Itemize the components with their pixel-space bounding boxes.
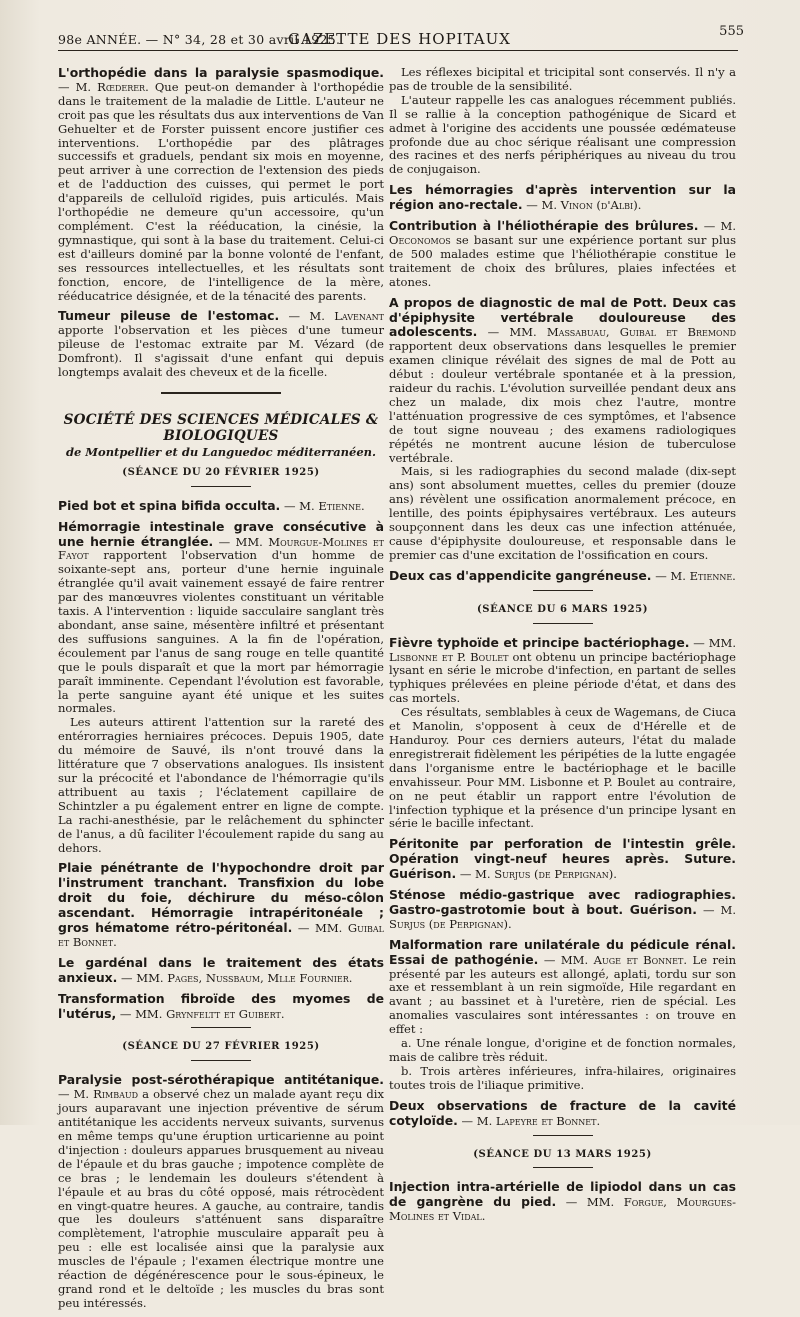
article-paragraph: Ces résultats, semblables à ceux de Wagemans, de Ciuca et Manolin, s'opposent à ceux de d'Hérelle et de Handuroy. Pour ces derniers auteurs, l'état du malade enregistrerait fidèlement les péripéties de la lutte engagée dans l'organisme entre le bactériophage et le bacille envahisseur. Pour MM. Lisbonne et P. Boulet au contraire, on ne peut établir un rapport entre l'évolution de l'infection typhique et la présence d'un principe lysant en série le bacille infectant. bbox=[389, 705, 736, 831]
article-paragraph: b. Trois artères inférieures, infra-hilaires, originaires toutes trois de l'iliaque primitive. bbox=[389, 1063, 736, 1092]
session-date: (SÉANCE DU 6 MARS 1925) bbox=[476, 603, 649, 615]
session-separator bbox=[533, 623, 593, 624]
page-header bbox=[58, 18, 744, 48]
article-author: — M. Etienne. bbox=[655, 568, 736, 583]
article-fracture-cotyloide bbox=[389, 1099, 736, 1129]
article-author: — MM. Guibal et Bonnet. bbox=[58, 921, 384, 949]
article-appendicite bbox=[389, 569, 736, 584]
issue-line: 98e ANNÉE. — N° 34, 28 et 30 avril 1925. bbox=[58, 32, 341, 47]
article-tumeur-pileuse bbox=[58, 309, 384, 380]
session-separator bbox=[533, 590, 593, 591]
article-title: L'orthopédie dans la paralysie spasmodique. bbox=[58, 65, 384, 80]
article-author: — M. Oeconomos bbox=[389, 219, 736, 247]
session-separator bbox=[533, 1135, 593, 1136]
journal-title: GAZETTE DES HOPITAUX bbox=[288, 30, 511, 48]
article-paragraph: a. Une rénale longue, d'origine et de fonction normales, mais de calibre très réduit. bbox=[389, 1036, 736, 1064]
article-author: — M. Etienne. bbox=[283, 498, 365, 513]
article-author: — M. Rimbaud bbox=[58, 1087, 139, 1102]
article-heliotherapie bbox=[389, 219, 736, 290]
article-orthopedie bbox=[58, 66, 384, 303]
article-author: — MM. Lisbonne et P. Boulet bbox=[389, 635, 737, 664]
article-text: ont obtenu un principe bactériophage lysant en série le microbe d'infection, en partant de selles typhiques prélevées en pleine période d'état, et dans des cas mortels. bbox=[389, 649, 736, 706]
article-hemorragie-intestinale bbox=[58, 520, 384, 856]
article-text: rapportent l'observation d'un homme de soixante-sept ans, porteur d'une hernie inguinale étranglée qu'il avait vainement essayé de faire rentrer par des manœuvres violentes constituant un véritable taxis. A l'intervention : liquide sacculaire sanglant très abondant, anse saine, mésentère infiltré et présentant des suffusions sanguines. A la fin de l'opération, écoulement par l'anus de sang rouge en telle quantité que le pouls disparaît et que la mort par hémorragie paraît imminente. Cependant l'évolution est favorable, la perte sanguine ayant été unique et les suites normales. bbox=[58, 548, 385, 716]
article-author: — M. Lavenant bbox=[288, 309, 384, 324]
article-author: — M. Rœderer. bbox=[58, 79, 149, 94]
session-separator bbox=[191, 1060, 251, 1061]
article-mal-de-pott bbox=[389, 296, 736, 563]
article-author: — MM. Pages, Nussbaum, Mlle Fournier. bbox=[121, 970, 353, 985]
article-author: — MM. Massabuau, Guibal et Bremond bbox=[487, 325, 737, 340]
article-title: Paralysie post-sérothérapique antitétanique. bbox=[58, 1072, 384, 1088]
session-date: (SÉANCE DU 13 MARS 1925) bbox=[473, 1148, 652, 1160]
article-title: Le gardénal dans le traitement des états anxieux. bbox=[58, 954, 384, 985]
article-title: Contribution à l'héliothérapie des brûlures. bbox=[389, 218, 699, 234]
article-malformation-renale bbox=[389, 938, 736, 1093]
article-text: Le rein présenté par les auteurs est allongé, aplati, tordu sur son axe et ressemblant à un rein sigmoïde, Hile regardant en avant ; au bassinet et à l'uretère, rien de spécial. Les anomalies vasculaires sont intéressantes : on trouve en effet : bbox=[389, 952, 737, 1037]
article-title: Transformation fibroïde des myomes de l'utérus, bbox=[58, 990, 384, 1021]
article-text: a observé chez un malade ayant reçu dix jours auparavant une injection préventive de sérum antitétanique les accidents nerveux suivants, survenus en même temps qu'une éruption urticarienne au point d'injection : douleurs apparues brusquement au niveau de l'épaule et du bras gauche ; impotence complète de ce bras ; le lendemain les douleurs s'étendent à l'épaule et au bras du côté opposé, mais rétrocèdent en vingt-quatre heures. A gauche, au contraire, tandis que les douleurs s'atténuent sans disparaître complètement, l'atrophie musculaire apparaît peu à peu : elle est localisée ainsi que la paralysie aux muscles de l'épaule ; l'examen électrique montre une réaction de dégénérescence pour le sous-épineux, le grand rond et le deltoïde ; les muscles du bras sont peu intéressés. bbox=[58, 1087, 385, 1310]
article-title: Les hémorragies d'après intervention sur la région ano-rectale. bbox=[389, 182, 736, 213]
article-author: — M. Surjus (de Perpignan). bbox=[389, 902, 736, 931]
society-subheading: de Montpellier et du Languedoc méditerranéen. bbox=[65, 444, 377, 459]
right-column bbox=[389, 66, 736, 1230]
article-title: Fièvre typhoïde et principe bactériophage. bbox=[389, 634, 690, 650]
article-pied-bot bbox=[58, 499, 384, 514]
section-separator bbox=[161, 392, 281, 394]
article-paralysie bbox=[58, 1073, 384, 1310]
article-author: — M. Surjus (de Perpignan). bbox=[459, 867, 617, 882]
article-title: Pied bot et spina bifida occulta. bbox=[58, 497, 281, 513]
header-rule bbox=[58, 50, 738, 51]
article-title: A propos de diagnostic de mal de Pott. Deux cas d'épiphysite vertébrale douloureuse des adolescents. bbox=[389, 294, 736, 340]
article-author: — MM. Forgue, Mourgues-Molines et Vidal. bbox=[389, 1195, 736, 1224]
article-title: Injection intra-artérielle de lipiodol dans un cas de gangrène du pied. bbox=[389, 1179, 736, 1210]
article-stenose bbox=[389, 888, 736, 932]
article-author: — MM. Auge et Bonnet. bbox=[543, 952, 688, 967]
article-paragraph: Les réflexes bicipital et tricipital sont conservés. Il n'y a pas de trouble de la sensibilité. bbox=[389, 65, 736, 93]
article-gardenal bbox=[58, 956, 384, 986]
session-date: (SÉANCE DU 20 FÉVRIER 1925) bbox=[122, 466, 320, 478]
article-paragraph: Mais, si les radiographies du second malade (dix-sept ans) sont absolument muettes, celles du premier (douze ans) révèlent une ossification anormalement précoce, en lentille, des points épiphysaires vertébraux. Les auteurs soupçonnent dans les deux cas une infection atténuée, cause d'épiphysite douloureuse, et responsable dans le premier cas d'une excitation de l'ossification en cours. bbox=[389, 464, 736, 562]
article-title: Deux observations de fracture de la cavité cotyloïde. bbox=[389, 1097, 736, 1128]
article-author: — M. Lapeyre et Bonnet. bbox=[461, 1113, 601, 1128]
article-title: Malformation rare unilatérale du pédicule rénal. Essai de pathogénie. bbox=[389, 936, 736, 967]
article-paragraph: L'auteur rappelle les cas analogues récemment publiés. Il se rallie à la conception pathogénique de Sicard et admet à l'origine des accidents une poussée œdémateuse profonde due au choc sérique réalisant une compression des racines et des nerfs périphériques au niveau du trou de conjugaison. bbox=[389, 92, 736, 177]
article-paragraph: Les auteurs attirent l'attention sur la rareté des entérorragies herniaires précoces. Depuis 1905, date du mémoire de Sauvé, ils n'ont trouvé dans la littérature que 7 observations analogues. Ils insistent sur la précocité et l'abondance de l'hémorragie qu'ils attribuent au taxis ; l'éclatement capillaire de Schintzler a pu également entrer en ligne de compte. La rachi-anesthésie, par le relâchement du sphincter de l'anus, a dû faciliter l'écoulement rapide du sang au dehors. bbox=[58, 715, 384, 855]
article-title: Tumeur pileuse de l'estomac. bbox=[58, 308, 280, 324]
left-column bbox=[58, 66, 384, 1317]
article-paralysie-continued bbox=[389, 66, 736, 177]
article-text: se basant sur une expérience portant sur plus de 500 malades estime que l'héliothérapie constitue le traitement de choix des brûlures, plaies infectées et atones. bbox=[389, 232, 736, 289]
article-text: Que peut-on demander à l'orthopédie dans le traitement de la maladie de Little. L'auteur ne croit pas que les résultats dus aux interventions de Van Gehuelter et de Forster puissent encore justifier ces interventions. L'orthopédie par des plâtrages successifs et graduels, pendant six mois en moyenne, peut arriver à une correction de l'extension des pieds et de l'adduction des cuisses, qui permet le port d'appareils de celluloïd rigides, puis articulés. Mais l'orthopédie ne demeure qu'un accessoire, qu'un complément. C'est la rééducation, la cinésie, la gymnastique, qui sont à la base du traitement. Celui-ci est d'ailleurs dominé par la bonne volonté de l'enfant, ses ressources intellectuelles, et les résultats sont fonction, encore, de l'intelligence de la mère, rééducatrice désignée, et de la ténacité des parents. bbox=[58, 79, 385, 303]
article-lipiodol bbox=[389, 1180, 736, 1224]
article-title: Hémorragie intestinale grave consécutive à une hernie étranglée. bbox=[58, 518, 384, 549]
article-title: Deux cas d'appendicite gangréneuse. bbox=[389, 567, 652, 583]
article-author: — MM. Mourgue-Molines et Fayot bbox=[58, 534, 385, 563]
session-separator bbox=[191, 486, 251, 487]
article-title: Sténose médio-gastrique avec radiographies. Gastro-gastrotomie bout à bout. Guérison. bbox=[389, 887, 736, 917]
article-plaie-penetrante bbox=[58, 861, 384, 949]
article-hemorragies-ano-rectale bbox=[389, 183, 736, 213]
article-author: — MM. Grynfeltt et Guibert. bbox=[119, 1006, 285, 1021]
article-title: Péritonite par perforation de l'intestin grêle. Opération vingt-neuf heures après. Suture. Guérison. bbox=[389, 836, 736, 882]
society-heading: SOCIÉTÉ DES SCIENCES MÉDICALES & BIOLOGIQUES bbox=[63, 411, 379, 444]
article-peritonite bbox=[389, 837, 736, 882]
article-myomes bbox=[58, 992, 384, 1022]
session-date: (SÉANCE DU 27 FÉVRIER 1925) bbox=[122, 1041, 320, 1053]
session-separator bbox=[191, 1027, 251, 1028]
article-text: apporte l'observation et les pièces d'une tumeur pileuse de l'estomac extraite par M. Vézard (de Domfront). Il s'agissait d'une enfant qui depuis longtemps avalait des cheveux et de la ficelle. bbox=[58, 323, 384, 380]
session-separator bbox=[533, 1167, 593, 1168]
article-fievre-typhoide bbox=[389, 636, 736, 832]
article-title: Plaie pénétrante de l'hypochondre droit par l'instrument tranchant. Transfixion du lobe droit du foie, déchirure du méso-côlon ascendant. Hémorragie intrapéritonéale ; gros hématome rétro-péritonéal. bbox=[58, 860, 384, 936]
article-text: rapportent deux observations dans lesquelles le premier examen clinique révélait des signes de mal de Pott au début : douleur vertébrale spontanée et à la pression, raideur du rachis. L'évolution surveillée pendant deux ans chez un malade, dix mois chez l'autre, montre l'atténuation progressive de ces symptômes, et l'absence de tout signe nouveau ; des examens radiologiques répétés ne montrent aucune lésion de tuberculose vertébrale. bbox=[389, 339, 736, 465]
article-author: — M. Vinon (d'Albi). bbox=[526, 198, 642, 213]
page-number: 555 bbox=[719, 24, 744, 39]
